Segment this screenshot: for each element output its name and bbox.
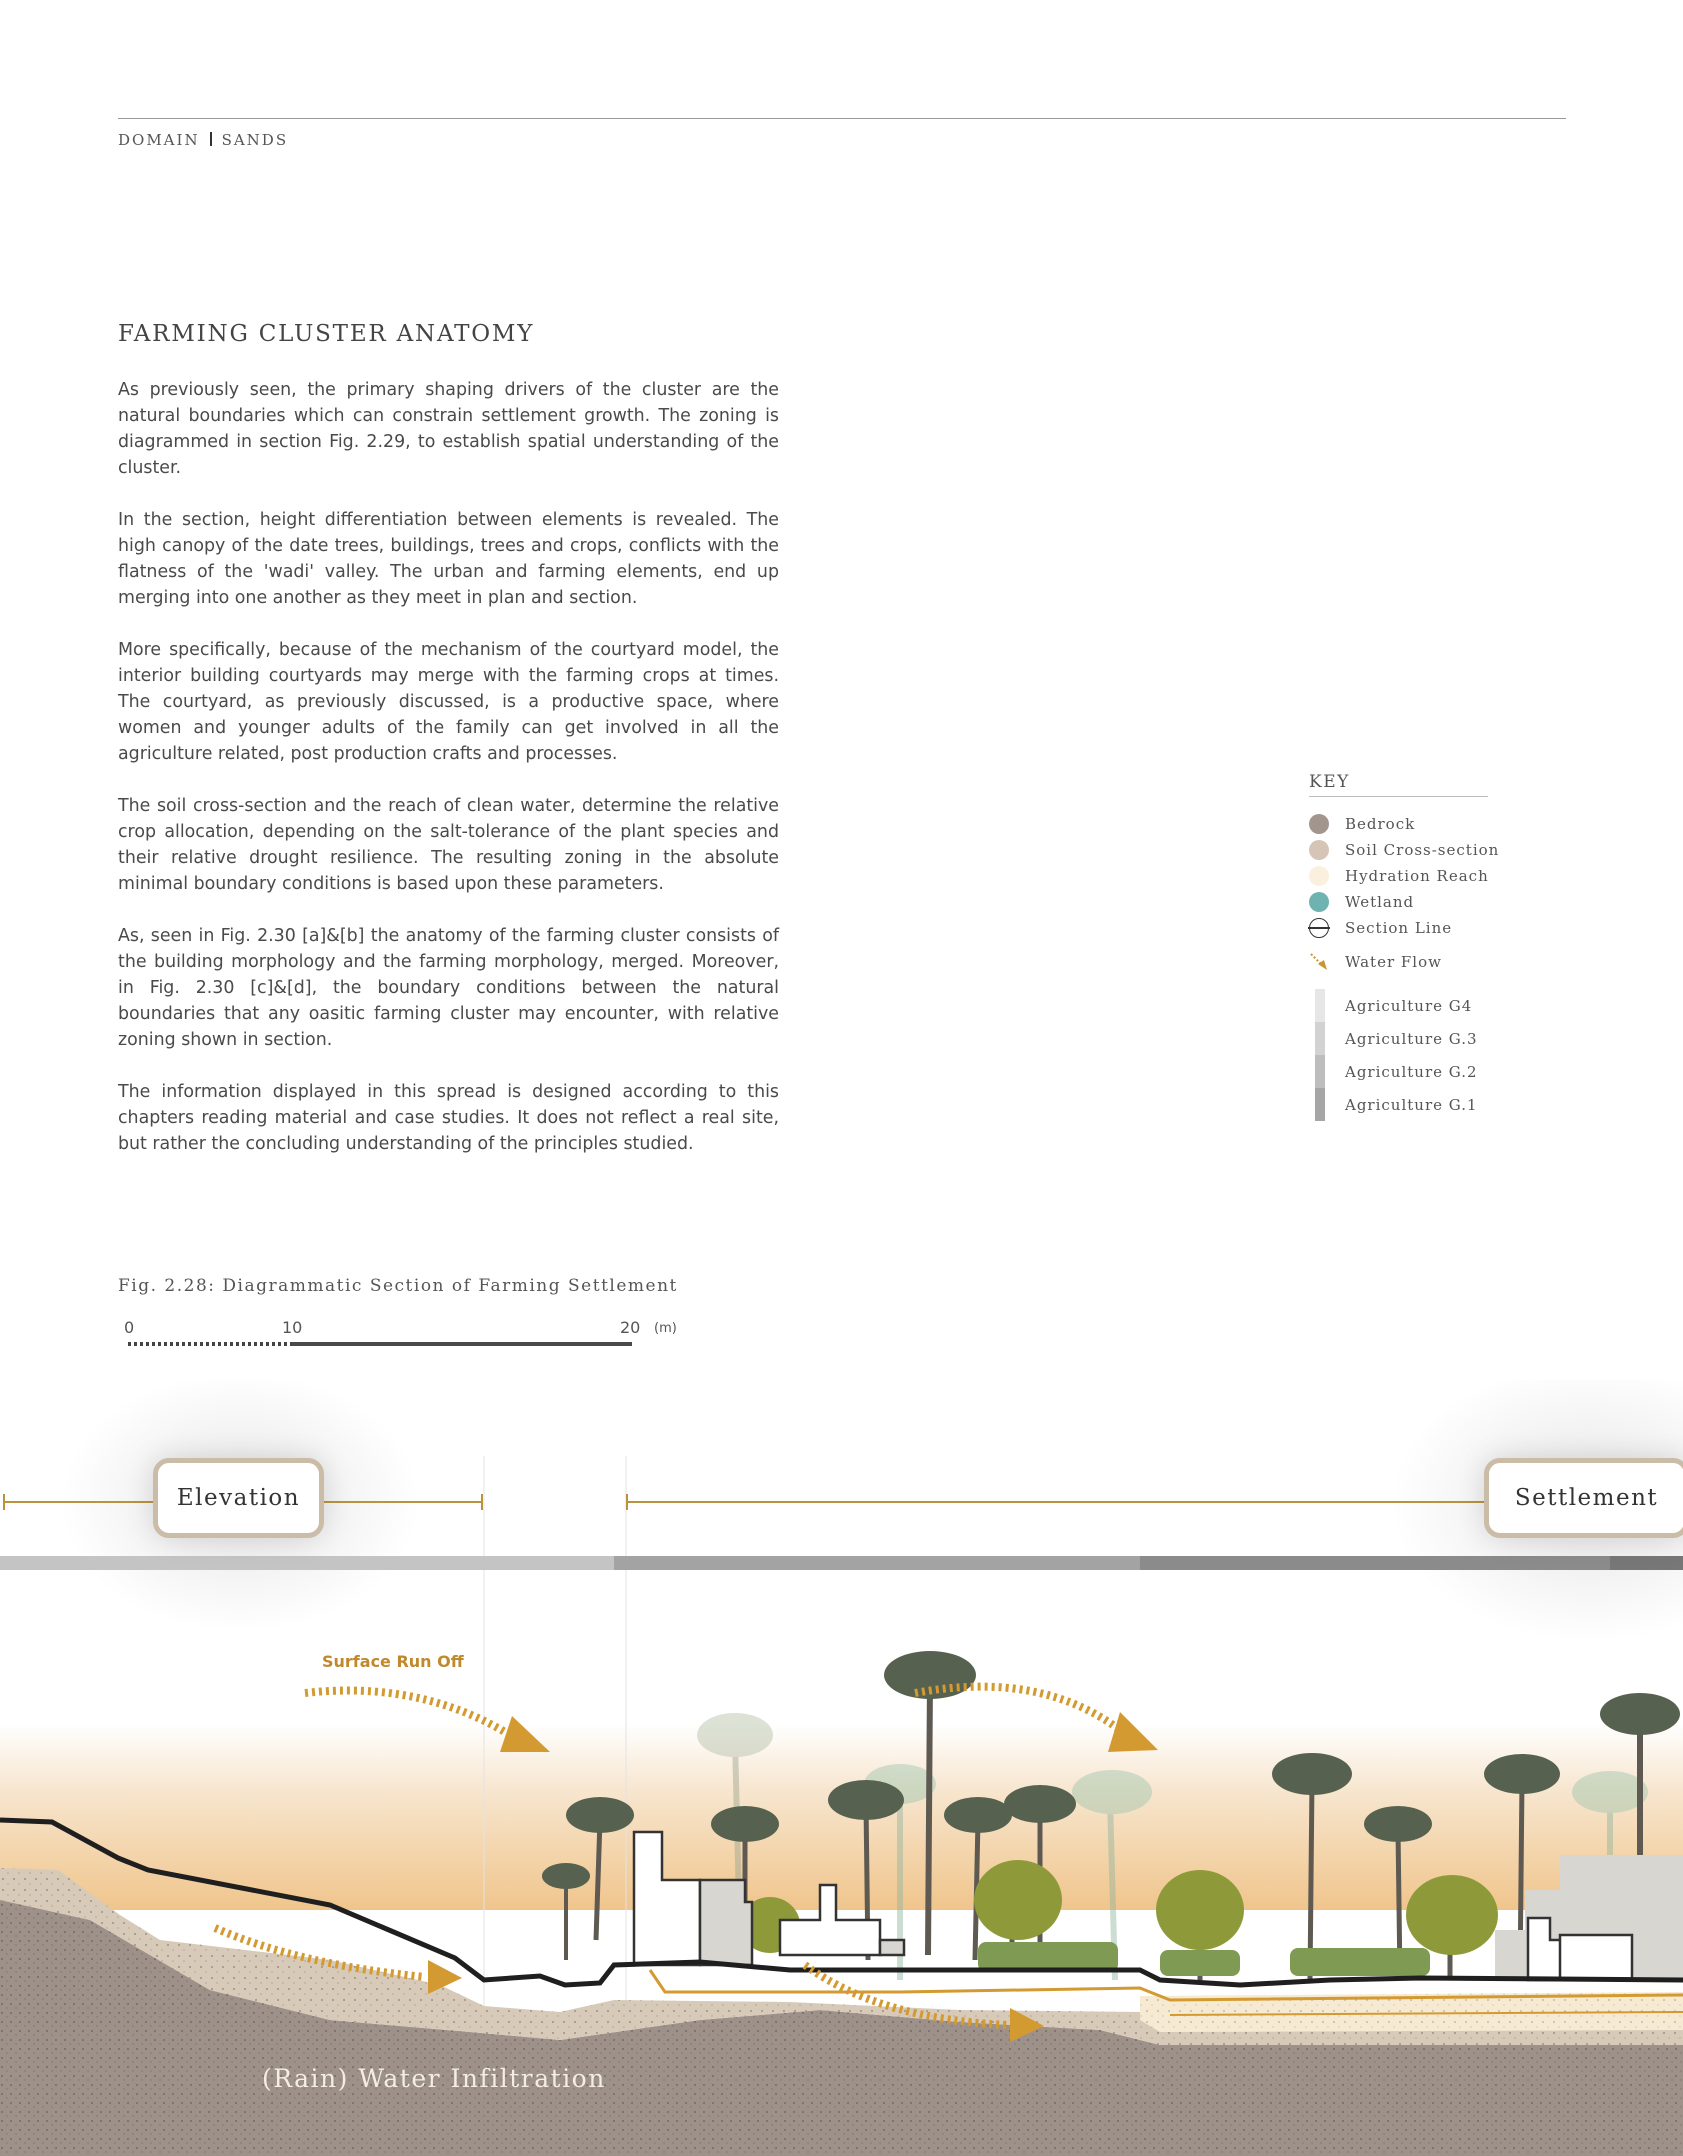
legend-label: Soil Cross-section [1345,841,1500,859]
scale-bar-lines [124,1316,684,1356]
legend [1309,772,1499,1121]
scale-bar [124,1316,684,1356]
legend-label: Water Flow [1345,953,1442,971]
legend-item-wetland [1309,889,1499,915]
scale-tick-20: 20 [620,1318,641,1337]
legend-item-section-line [1309,915,1499,941]
header-divider [210,132,212,146]
agri-g1-swatch [1315,1088,1325,1121]
agri-g2-swatch [1315,1055,1325,1088]
paragraph-3: More specifically, because of the mechanism of the courtyard model, the interior building courtyards may merge with the farming crops at times. The courtyard, as previously discussed, is a productive space, where women and younger adults of the family can get involved in all the agriculture related, post production crafts and processes. [118,640,779,764]
legend-label: Wetland [1345,893,1415,911]
scale-tick-0: 0 [124,1318,135,1337]
elevation-label: Elevation [153,1458,324,1538]
scale-unit: (m) [654,1321,677,1336]
wetland-swatch [1309,892,1329,912]
legend-label: Hydration Reach [1345,867,1489,885]
legend-label: Bedrock [1345,815,1416,833]
agri-label-g3: Agriculture G.3 [1345,1029,1478,1048]
paragraph-6: The information displayed in this spread is designed according to this chapters reading material and case studies. It does not reflect a real site, but rather the concluding understanding of the principles studied. [118,1082,779,1154]
section-line-icon [1309,918,1329,938]
agriculture-gradient-bar [1315,989,1325,1121]
water-flow-icon [1309,951,1329,973]
agri-label-g2: Agriculture G.2 [1345,1062,1478,1081]
surface-runoff-label: Surface Run Off [322,1652,464,1671]
soil-swatch [1309,840,1329,860]
paragraph-4: The soil cross-section and the reach of clean water, determine the relative crop allocation, depending on the salt-tolerance of the plant species and their relative drought resilience. The resulting zoning in the absolute minimal boundary conditions is based upon these parameters. [118,796,779,894]
agri-label-g4: Agriculture G4 [1345,996,1473,1015]
scale-tick-10: 10 [282,1318,303,1337]
paragraph-2: In the section, height differentiation between elements is revealed. The high canopy of the date trees, buildings, trees and crops, conflicts with the flatness of the 'wadi' valley. The urban and farming elements, end up merging into one another as they meet in plan and section. [118,510,779,608]
hydration-swatch [1309,866,1329,886]
legend-item-hydration [1309,863,1499,889]
body-text [118,377,779,1183]
header-domain: DOMAIN [118,131,200,149]
legend-list [1309,811,1499,975]
paragraph-1: As previously seen, the primary shaping drivers of the cluster are the natural boundaries which can constrain settlement growth. The zoning is diagrammed in section Fig. 2.29, to establish spatial understanding of the cluster. [118,380,779,478]
infiltration-label: (Rain) Water Infiltration [262,2064,606,2093]
section-diagram [0,1380,1683,2156]
figure-caption: Fig. 2.28: Diagrammatic Section of Farming Settlement [118,1276,678,1296]
settlement-label: Settlement [1484,1458,1683,1538]
header-rule [118,118,1566,119]
legend-item-bedrock [1309,811,1499,837]
header-sands: SANDS [221,131,289,149]
paragraph-5: As, seen in Fig. 2.30 [a]&[b] the anatomy of the farming cluster consists of the building morphology and the farming morphology, merged. Moreover, in Fig. 2.30 [c]&[d], the boundary conditions between the natural boundaries that any oasitic farming cluster may encounter, with relative zoning shown in section. [118,926,779,1050]
agri-g4-swatch [1315,989,1325,1022]
legend-label: Section Line [1345,919,1453,937]
bedrock-swatch [1309,814,1329,834]
agriculture-scale [1309,989,1499,1121]
agri-g3-swatch [1315,1022,1325,1055]
legend-title: KEY [1309,772,1488,797]
legend-item-water-flow [1309,949,1499,975]
legend-item-soil [1309,837,1499,863]
agri-label-g1: Agriculture G.1 [1345,1095,1478,1114]
running-header [118,131,288,149]
page-title: FARMING CLUSTER ANATOMY [118,321,535,348]
